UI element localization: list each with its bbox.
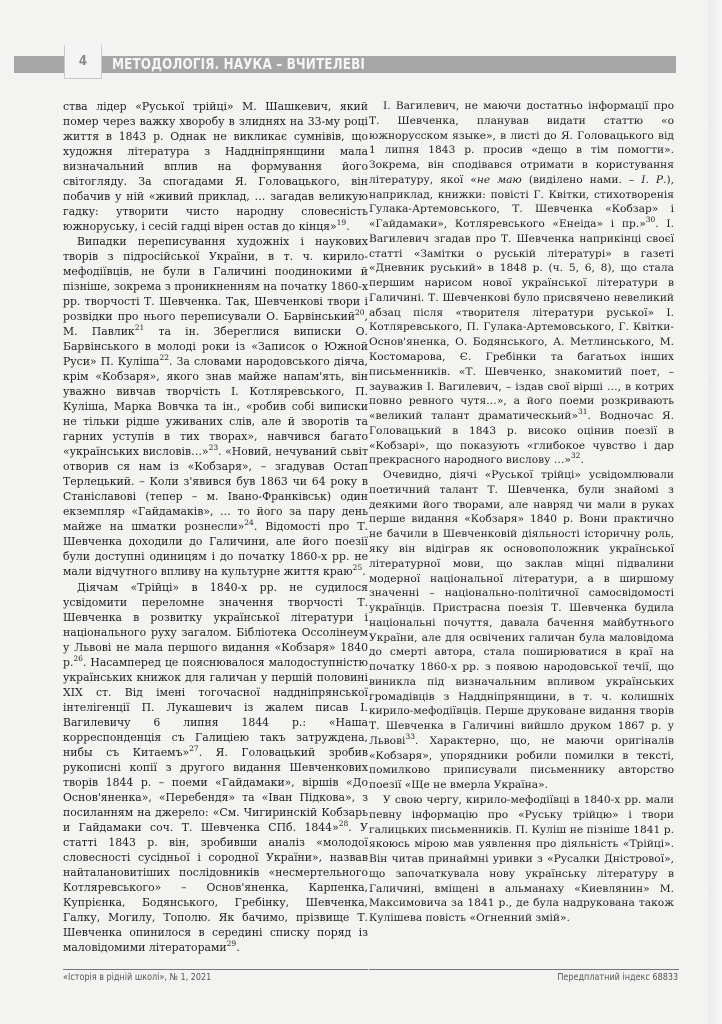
footer-divider	[63, 969, 368, 970]
paragraph: ства лідер «Руської трійці» М. Шашкевич, який помер через важку хворобу в злиднях на 33-му році життя в 1843 р. Однак не викликає сумнівів, що художня література з Наддніпрянщини мала визначальний вплив на формування його світогляду. За спогадами Я. Головацького, він побачив у ній «живий приклад, … загадав великую гадку: утворити чисто народну словесність южноруську, і сесій гадці вірен остав до кінця»$^{19}$.	[63, 100, 368, 234]
paragraph-text: . Насамперед це пояснювалося малодоступністю українських книжок для галичан у першій половині XIX ст. Від імені тогочасної наддніпрянської інтелігенції П. Лукашевич із жалем писав І. Вагилевичу 6 липня 1844 р.: «Наша корреспонденція съ Галиціею такъ затруждена, нибы съ Китаемъ»	[63, 655, 368, 759]
footnote-ref: 29	[226, 938, 237, 948]
paragraph-text: . І. Вагилевич згадав про Т. Шевченка наприкінці своєї статті «Замітки о руській літературі» в газеті «Дневник руський» в 1848 р. (ч. 5, 6, 8), що стала першим нарисом нової української літератури в Галичині. Т. Шевченкові було присвячено невеликий абзац після «творителя літератури руської» І. Котляревського, П. Гулака-Артемовського, Г. Квітки-Основ'яненка, О. Бодянського, А. Метлинського, М. Костомарова, Є. Гребінки та багатьох інших письменників. «Т. Шевченко, знакомитий поет, – зауважив І. Вагилевич, – іздав свої вірші …, в котрих повно ревного чутя…», а його поеми розкривають «великий талант драматическьий»	[369, 217, 674, 423]
paragraph-text: ), наприклад, книжки: повісті Г. Квітки, стихотворенія Гулака-Артемовського, Т. Шевченка «Кобзар» і «Гайдамаки», Котляревського «Енеіда» і пр.»	[369, 172, 675, 231]
paragraph: І. Вагилевич, не маючи достатньо інформації про Т. Шевченка, планував видати статтю «о южнорусском языке», в листі до Я. Головацького від 1 липня 1843 р. просив «дещо в тім помогти». Зокрема, він сподівався отримати в користування літературу, якої «не маю (виділено нами. – І. Р.), наприклад, книжки: повісті Г. Квітки, стихотворенія Гулака-Артемовського, Т. Шевченка «Кобзар» і «Гайдамаки», Котляревського «Енеіда» і пр.»$^{30}$. І. Вагилевич згадав про Т. Шевченка наприкінці своєї статті «Замітки о руській літературі» в газеті «Дневник руський» в 1848 р. (ч. 5, 6, 8), що стала першим нарисом нової української літератури в Галичині. Т. Шевченкові було присвячено невеликий абзац після «творителя літератури руської» І. Котляревського, П. Гулака-Артемовського, Г. Квітки-Основ'яненка, О. Бодянського, А. Метлинського, М. Костомарова, Є. Гребінки та багатьох інших письменників. «Т. Шевченко, знакомитий поет, – зауважив І. Вагилевич, – іздав свої вірші …, в котрих повно ревного чутя…», а його поеми розкривають «великий талант драматическьий»$^{31}$. Водночас Я. Головацький в 1843 р. високо оцінив поезії в «Кобзарі», що показують «глибокое чувство і дар прекрасного народного вислову …»$^{32}$.	[369, 99, 675, 467]
emphasis: І. Р.	[641, 172, 667, 186]
paragraph: У свою чергу, кирило-мефодіївці в 1840-х рр. мали певну інформацію про «Руську трійцю» і твори галицьких письменників. П. Куліш не пізніше 1841 р. якоюсь мірою мав уявлення про діяльність «Трійці». Він читав принаймні уривки з «Русалки Дністрової», що започаткувала нову українську літературу в Галичині, вміщені в альманаху «Киевлянин» М. Максимовича за 1841 р., де була надрукована також Кулішева повість «Огненний змій».	[369, 792, 674, 925]
paragraph-text: . За словами народовського діяча, крім «Кобзаря», якого знав майже напам'ять, він уважно вивчав творчість І. Котляревського, П. Куліша, Марка Вовчка та ін., «робив собі виписки не тільки рідше уживаних слів, але й зворотів та гарних уступів в тих творах», навчився багато «українських висловів…»	[63, 355, 368, 459]
paragraph-text: Очевидно, діячі «Руської трійці» усвідомлювали поетичний талант Т. Шевченка, були знайомі з деякими його творами, але навряд чи мали в руках перше видання «Кобзаря» 1840 р. Вони практично не бачили в Шевченковій діяльності історичну роль, яку він відіграв як основоположник української літературної мови, що заклав міцні підвалини модерної національної літератури, а в ширшому значенні – національно-політичної самосвідомості українців. Пристрасна поезія Т. Шевченка будила національні почуття, давала бачення майбутнього України, але для освічених галичан була маловідома до смерті автора, стала поширюватися в краї на початку 1860-х рр. з появою народовської течії, що виникла під визначальним впливом українських громадівців з Наддніпрянщини, в т. ч. колишніх кирило-мефодіївців. Перше друковане видання творів Т. Шевченка в Галичині вийшло друком 1867 р. у Львові	[369, 468, 674, 747]
footnote-ref: 30	[645, 215, 656, 225]
footnote-ref: 32	[570, 451, 581, 461]
paragraph	[369, 468, 674, 793]
footnote-ref: 21	[134, 323, 145, 333]
footnote-ref: 24	[244, 518, 254, 528]
section-title: МЕТОДОЛОГІЯ. НАУКА – ВЧИТЕЛЕВІ	[112, 55, 365, 73]
paragraph-text: . «Новий, нечуваний сьвіт отворив ся нам із «Кобзаря», – згадував Остап Терлецький. – Коли з'явився був 1863 чи 64 року в Станіславові (тепер – м. Івано-Франківськ) один екземпляр «Гайдамаків», … то його за пару день майже на шматки рознесли»	[63, 445, 368, 534]
paragraph-text: та ін. Збереглися виписки О. Барвінського в молоді роки із «Записок о Южной Руси» П. Куліша	[63, 325, 368, 369]
paragraph-text: . У статті 1843 р. він, зробивши аналіз «молодої словесності сусідньої і сородної України», назвав найталановитіших послідовників «несмертельного Котляревського» – Основ'яненка, Карпенка, Купрієнка, Бодянського, Гребінку, Шевченка, Галку, Могилу, Тополю. Як бачимо, прізвище Т. Шевченка опинилося в середині списку поряд із маловідомими літераторами	[63, 820, 369, 954]
emphasis: не маю	[476, 172, 522, 186]
paragraph-text: І. Вагилевич, не маючи достатньо інформації про Т. Шевченка, планував видати статтю «о южнорусском языке», в листі до Я. Головацького від 1 липня 1843 р. просив «дещо в тім помогти». Зокрема, він сподівався отримати в користування літературу, якої «	[369, 99, 674, 186]
footnote-ref: 20	[355, 308, 365, 318]
paragraph-text: . Відомості про Т. Шевченка доходили до Галичини, але його поезії були доступні одиницям і до початку 1860-х рр. не мали відчутного впливу на культурне життя краю	[63, 520, 368, 579]
footnote-ref: 19	[336, 218, 347, 228]
paragraph: Випадки переписування художніх і наукових творів з підросійської України, в т. ч. кирило-мефодіївців, не були в Галичині поодинокими й пізніше, зокрема з проникненням на початку 1860-х рр. творчості Т. Шевченка. Так, Шевченкові твори і розвідки про нього переписували О. Барвінський$^{20}$, М. Павлик$^{21}$ та ін. Збереглися виписки О. Барвінського в молоді роки із «Записок о Южной Руси» П. Куліша$^{22}$. За словами народовського діяча, крім «Кобзаря», якого знав майже напам'ять, він уважно вивчав творчість І. Котляревського, П. Куліша, Марка Вовчка та ін., «робив собі виписки не тільки рідше уживаних слів, але й зворотів та гарних уступів в тих творах», навчився багато «українських висловів…»$^{23}$. «Новий, нечуваний сьвіт отворив ся нам із «Кобзаря», – згадував Остап Терлецький. – Коли з'явився був 1863 чи 64 року в Станіславові (тепер – м. Івано-Франківськ) один екземпляр «Гайдамаків», … то його за пару день майже на шматки рознесли»$^{24}$. Відомості про Т. Шевченка доходили до Галичини, але його поезії були доступні одиницям і до початку 1860-х рр. не мали відчутного впливу на культурне життя краю$^{25}$.	[63, 235, 368, 579]
journal-citation: «Історія в рідній школі», № 1, 2021	[63, 972, 212, 983]
paragraph-text: ства лідер «Руської трійці» М. Шашкевич, який помер через важку хворобу в злиднях на 33-му році життя в 1843 р. Однак не викликає сумнівів, що художня література з Наддніпрянщини мала визначальний вплив на формування його світогляду. За спогадами Я. Головацького, він побачив у ній «живий приклад, … загадав великую гадку: утворити чисто народну словесність южноруську, і сесій гадці вірен остав до кінця»	[63, 100, 368, 234]
footnote-ref: 33	[405, 731, 416, 741]
footnote-ref: 26	[73, 653, 83, 663]
footnote-ref: 28	[338, 818, 349, 828]
paragraph-text: . Я. Головацький зробив рукописні копії з другого видання Шевченкових творів 1844 р. – поеми «Гайдамаки», віршів «До Основ'яненка», «Перебендя» та «Іван Підкова», з посиланням на джерело: «См. Чигиринскій Кобзарь и Гайдамаки соч. Т. Шевченка СПб. 1844»	[63, 745, 369, 834]
footnote-ref: 27	[189, 743, 199, 753]
footnote-ref: 31	[578, 407, 588, 417]
footnote-ref: 25	[352, 563, 363, 573]
left-column	[63, 99, 368, 955]
paragraph: Діячам «Трійці» в 1840-х рр. не судилося усвідомити переломне значення творчості Т. Шевченка в розвитку української літератури і національного руху загалом. Бібліотека Оссолінеум у Львові не мала першого видання «Кобзаря» 1840 р.$^{26}$. Насамперед це пояснювалося малодоступністю українських книжок для галичан у першій половині XIX ст. Від імені тогочасної наддніпрянської інтелігенції П. Лукашевич із жалем писав І. Вагилевичу 6 липня 1844 р.: «Наша корреспонденція съ Галиціею такъ затруждена, нибы съ Китаемъ»$^{27}$. Я. Головацький зробив рукописні копії з другого видання Шевченкових творів 1844 р. – поеми «Гайдамаки», віршів «До Основ'яненка», «Перебендя» та «Іван Підкова», з посиланням на джерело: «См. Чигиринскій Кобзарь и Гайдамаки соч. Т. Шевченка СПб. 1844»$^{28}$. У статті 1843 р. він, зробивши аналіз «молодої словесності сусідньої і сородної України», назвав найталановитіших послідовників «несмертельного Котляревського» – Основ'яненка, Карпенка, Купрієнка, Бодянського, Гребінку, Шевченка, Галку, Могилу, Тополю. Як бачимо, прізвище Т. Шевченка опинилося в середині списку поряд із маловідомими літераторами$^{29}$.	[63, 580, 369, 954]
footer-divider	[369, 969, 679, 970]
right-column	[369, 99, 674, 926]
paragraph-text: Випадки переписування художніх і наукових творів з підросійської України, в т. ч. кирило-мефодіївців, не були в Галичині поодинокими й пізніше, зокрема з проникненням на початку 1860-х рр. творчості Т. Шевченка. Так, Шевченкові твори і розвідки про нього переписували О. Барвінський	[63, 235, 368, 324]
paragraph-text: . Водночас Я. Головацький в 1843 р. високо оцінив поезії в «Кобзарі», що показують «глибокое чувство і дар прекрасного народного вислову …»	[369, 409, 674, 467]
subscription-index: Передплатний індекс 68833	[557, 972, 678, 983]
page-edge-shadow	[708, 0, 722, 1024]
paragraph-text: (виділено нами. –	[521, 172, 642, 186]
footnote-ref: 22	[159, 353, 170, 363]
page-number: 4	[64, 45, 102, 79]
footnote-ref: 23	[208, 443, 219, 453]
paragraph-text: . Характерно, що, не маючи оригіналів «Кобзаря», упорядники робили помилки в тексті, помилково приписували письменнику авторство поезії «Ще не вмерла Україна».	[369, 733, 674, 792]
paragraph-text: , М. Павлик	[63, 310, 368, 339]
paragraph-text: Діячам «Трійці» в 1840-х рр. не судилося усвідомити переломне значення творчості Т. Шевченка в розвитку української літератури і національного руху загалом. Бібліотека Оссолінеум у Львові не мала першого видання «Кобзаря» 1840 р.	[63, 580, 368, 669]
